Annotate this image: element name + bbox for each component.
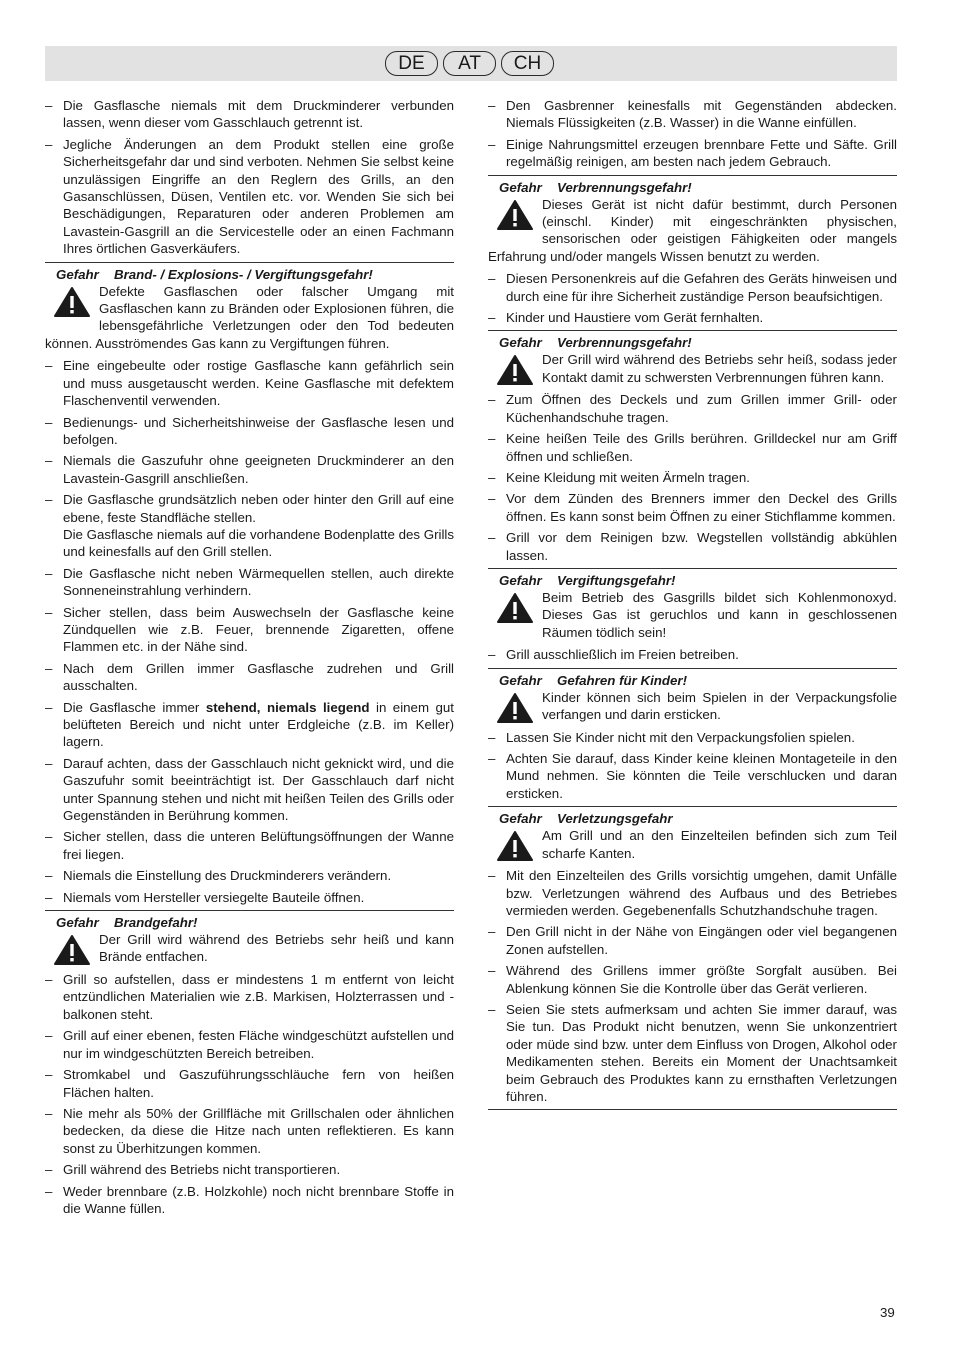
list-item: – Grill ausschließlich im Freien betreiben. xyxy=(488,647,739,663)
warning-label: Gefahr xyxy=(56,266,99,282)
warning-block xyxy=(488,334,897,386)
warning-title: Vergiftungsgefahr! xyxy=(557,572,676,588)
warning-heading xyxy=(45,914,454,931)
warning-heading xyxy=(488,572,897,589)
list-item: – Lassen Sie Kinder nicht mit den Verpackungsfolien spielen. xyxy=(488,729,855,745)
warning-text: Dieses Gerät ist nicht dafür bestimmt, durch Personen (einschl. Kinder) mit eingeschränkten physischen, sensorischen oder geistigen Fähigkeiten oder mangels Erfahrung und/oder mangels Wissen benutzt zu werden. xyxy=(488,196,897,264)
warning-text: Defekte Gasflaschen oder falscher Umgang mit Gasflaschen kann zu Bränden oder Explosionen führen, die lebensgefährliche Verletzungen oder den Tod bedeuten können. Ausströmendes Gas kann zu Vergiftungen führen. xyxy=(45,283,454,351)
list-item: – Jegliche Änderungen an dem Produkt stellen eine große Sicherheitsgefahr dar und sind verboten. Nehmen Sie selbst keine unzulässigen Eingriffe an den Reglern des Grills, an den Gasanschlüssen, Düsen, Ventilen etc. vor. Wenden Sie sich bei Beschädigungen, Reparaturen oder anderen Problemen am Lavastein-Gasgrill an die Servicestelle oder an einen Fachmann Ihres örtlichen Gasverkäufers. xyxy=(45,136,454,257)
lang-badge-ch: CH xyxy=(501,51,554,76)
list-item: – Keine Kleidung mit weiten Ärmeln tragen. xyxy=(488,469,750,485)
list-item: – Grill vor dem Reinigen bzw. Wegstellen vollständig abkühlen lassen. xyxy=(488,530,897,563)
left-column xyxy=(45,97,454,1221)
warning-title: Brandgefahr! xyxy=(114,915,198,931)
warning-block xyxy=(488,572,897,641)
list-item: – Diesen Personenkreis auf die Gefahren des Geräts hinweisen und durch eine für ihre Sicherheit zuständige Person beaufsichtigen. xyxy=(488,271,897,304)
divider xyxy=(45,910,454,911)
list-item: – Nach dem Grillen immer Gasflasche zudrehen und Grill ausschalten. xyxy=(45,660,454,694)
list-item: – Keine heißen Teile des Grills berühren. Grilldeckel nur am Griff öffnen und schließen. xyxy=(488,431,897,464)
divider xyxy=(488,668,897,669)
warning-triangle-icon xyxy=(53,934,91,966)
list-item: – Sicher stellen, dass beim Auswechseln der Gasflasche keine Zündquellen wie z.B. Feuer, brennende Zigaretten, offene Flammen etc. in der Nähe sind. xyxy=(45,604,454,655)
warning-block xyxy=(488,672,897,724)
list-item: – Grill während des Betriebs nicht transportieren. xyxy=(45,1162,341,1178)
warning-label: Gefahr xyxy=(499,179,542,195)
warning-block xyxy=(45,914,454,966)
list-item: – Darauf achten, dass der Gasschlauch nicht geknickt wird, und die Gaszufuhr somit beeinträchtigt ist. Der Gasschlauch darf nicht unter Spannung stehen und nicht mit heißen Teilen des Grills oder Gegenständen in Berührung kommen. xyxy=(45,755,454,824)
list-item: – Weder brennbare (z.B. Holzkohle) noch nicht brennbare Stoffe in die Wanne füllen. xyxy=(45,1183,454,1216)
warning-heading xyxy=(488,179,897,196)
list-item: – Seien Sie stets aufmerksam und achten Sie immer darauf, was Sie tun. Das Produkt nicht benutzen, wenn Sie unkonzentriert oder müde sind bzw. unter dem Einfluss von Drogen, Alkohol oder Medikamenten stehen. Bereits ein Moment der Unachtsamkeit beim Gebrauch des Produktes kann zu ernsthaften Verletzungen führen. xyxy=(488,1002,897,1105)
list-item: – Bedienungs- und Sicherheitshinweise der Gasflasche lesen und befolgen. xyxy=(45,414,454,447)
warning-heading xyxy=(488,334,897,351)
language-badges xyxy=(385,51,554,76)
page-number: 39 xyxy=(880,1305,895,1320)
warning-label: Gefahr xyxy=(56,915,99,931)
list-item: – Niemals die Einstellung des Druckminderers verändern. xyxy=(45,868,392,884)
warning-block xyxy=(488,179,897,266)
list-item: – Mit den Einzelteilen des Grills vorsichtig umgehen, damit Unfälle bzw. Verletzungen während des Aufbaus und des Betriebes vermieden werden. Gegebenenfalls Schutzhandschuhe tragen. xyxy=(488,868,897,918)
list-item: – Den Grill nicht in der Nähe von Eingängen oder viel begangenen Zonen aufstellen. xyxy=(488,924,897,957)
warning-text: Beim Betrieb des Gasgrills bildet sich Kohlenmonoxyd. Dieses Gas ist geruchlos und kann in geschlossenen Räumen tödlich sein! xyxy=(542,589,897,640)
warning-triangle-icon xyxy=(496,830,534,862)
warning-triangle-icon xyxy=(496,592,534,624)
list-item: – Zum Öffnen des Deckels und zum Grillen immer Grill- oder Küchenhandschuhe tragen. xyxy=(488,392,897,425)
warning-triangle-icon xyxy=(53,286,91,318)
list-item: – Die Gasflasche nicht neben Wärmequellen stellen, auch direkte Sonneneinstrahlung verhindern. xyxy=(45,565,454,599)
divider xyxy=(488,330,897,331)
list-item: – Sicher stellen, dass die unteren Belüftungsöffnungen der Wanne frei liegen. xyxy=(45,829,454,862)
warning-heading xyxy=(45,266,454,283)
list-item: – Einige Nahrungsmittel erzeugen brennbare Fette und Säfte. Grill regelmäßig reinigen, am besten nach jedem Gebrauch. xyxy=(488,136,897,170)
warning-heading xyxy=(488,672,897,689)
lang-badge-at: AT xyxy=(443,51,496,76)
warning-triangle-icon xyxy=(496,692,534,724)
warning-title: Gefahren für Kinder! xyxy=(557,672,688,688)
list-item: – Nie mehr als 50% der Grillfläche mit Grillschalen oder ähnlichen bedecken, da diese die Hitze nach unten reflektieren. Es kann sonst zu Überhitzungen kommen. xyxy=(45,1105,454,1156)
list-item: – Die Gasflasche immer stehend, niemals liegend in einem gut belüfteten Bereich und nicht unter Erdgleiche (z.B. im Keller) lagern. xyxy=(45,699,454,750)
divider xyxy=(488,568,897,569)
warning-title: Brand- / Explosions- / Vergiftungsgefahr! xyxy=(114,266,373,282)
list-item: – Niemals die Gaszufuhr ohne geeigneten Druckminderer an den Lavastein-Gasgrill anschließen. xyxy=(45,453,454,486)
warning-text: Der Grill wird während des Betriebs sehr heiß, sodass jeder Kontakt damit zu schwersten Verbrennungen führen kann. xyxy=(542,352,897,385)
warning-heading xyxy=(488,810,897,827)
divider xyxy=(45,262,454,263)
warning-title: Verbrennungsgefahr! xyxy=(557,179,692,195)
list-item: – Stromkabel und Gaszuführungsschläuche fern von heißen Flächen halten. xyxy=(45,1067,454,1100)
warning-text: Der Grill wird während des Betriebs sehr heiß und kann Brände entfachen. xyxy=(99,932,454,965)
list-item: – Eine eingebeulte oder rostige Gasflasche kann gefährlich sein und muss ausgetauscht werden. Keine Gasflasche mit defektem Flaschenventil verwenden. xyxy=(45,358,454,409)
list-item: – Kinder und Haustiere vom Gerät fernhalten. xyxy=(488,310,764,326)
warning-label: Gefahr xyxy=(499,572,542,588)
warning-label: Gefahr xyxy=(499,811,542,827)
divider xyxy=(488,1109,897,1110)
warning-label: Gefahr xyxy=(499,672,542,688)
warning-title: Verbrennungsgefahr! xyxy=(557,335,692,351)
warning-label: Gefahr xyxy=(499,335,542,351)
list-item: – Achten Sie darauf, dass Kinder keine kleinen Montageteile in den Mund nehmen. Sie könnten die Teile verschlucken und daran ersticken. xyxy=(488,750,897,801)
warning-title: Verletzungsgefahr xyxy=(557,811,673,827)
list-item: – Grill auf einer ebenen, festen Fläche windgeschützt aufstellen und nur im windgeschützten Bereich betreiben. xyxy=(45,1028,454,1061)
warning-text: Kinder können sich beim Spielen in der Verpackungsfolie verfangen und darin ersticken. xyxy=(542,689,897,722)
list-item: – Die Gasflasche niemals mit dem Druckminderer verbunden lassen, wenn dieser vom Gasschlauch getrennt ist. xyxy=(45,98,454,131)
right-column xyxy=(488,97,897,1110)
list-item: – Grill so aufstellen, dass er mindestens 1 m entfernt von leicht entzündlichen Materialien wie z.B. Markisen, Holzterrassen und -balkonen steht. xyxy=(45,972,454,1022)
divider xyxy=(488,806,897,807)
divider xyxy=(488,175,897,176)
warning-block xyxy=(488,810,897,862)
warning-triangle-icon xyxy=(496,354,534,386)
list-item: – Die Gasflasche grundsätzlich neben oder hinter den Grill auf eine ebene, feste Standfläche stellen. Die Gasflasche niemals auf die vorhandene Bodenplatte des Grills und keinesfalls auf den Grill stellen. xyxy=(45,492,455,560)
list-item: – Den Gasbrenner keinesfalls mit Gegenständen abdecken. Niemals Flüssigkeiten (z.B. Wasser) in die Wanne einfüllen. xyxy=(488,98,897,131)
list-item: – Niemals vom Hersteller versiegelte Bauteile öffnen. xyxy=(45,889,365,905)
warning-triangle-icon xyxy=(496,199,534,231)
list-item: – Während des Grillens immer größte Sorgfalt ausüben. Bei Ablenkung können Sie die Kontrolle über das Gerät verlieren. xyxy=(488,963,897,996)
list-item: – Vor dem Zünden des Brenners immer den Deckel des Grills öffnen. Es kann sonst beim Öffnen zu einer Stichflamme kommen. xyxy=(488,491,897,524)
lang-badge-de: DE xyxy=(385,51,438,76)
warning-block xyxy=(45,266,454,353)
warning-text: Am Grill und an den Einzelteilen befinden sich zum Teil scharfe Kanten. xyxy=(542,828,897,861)
